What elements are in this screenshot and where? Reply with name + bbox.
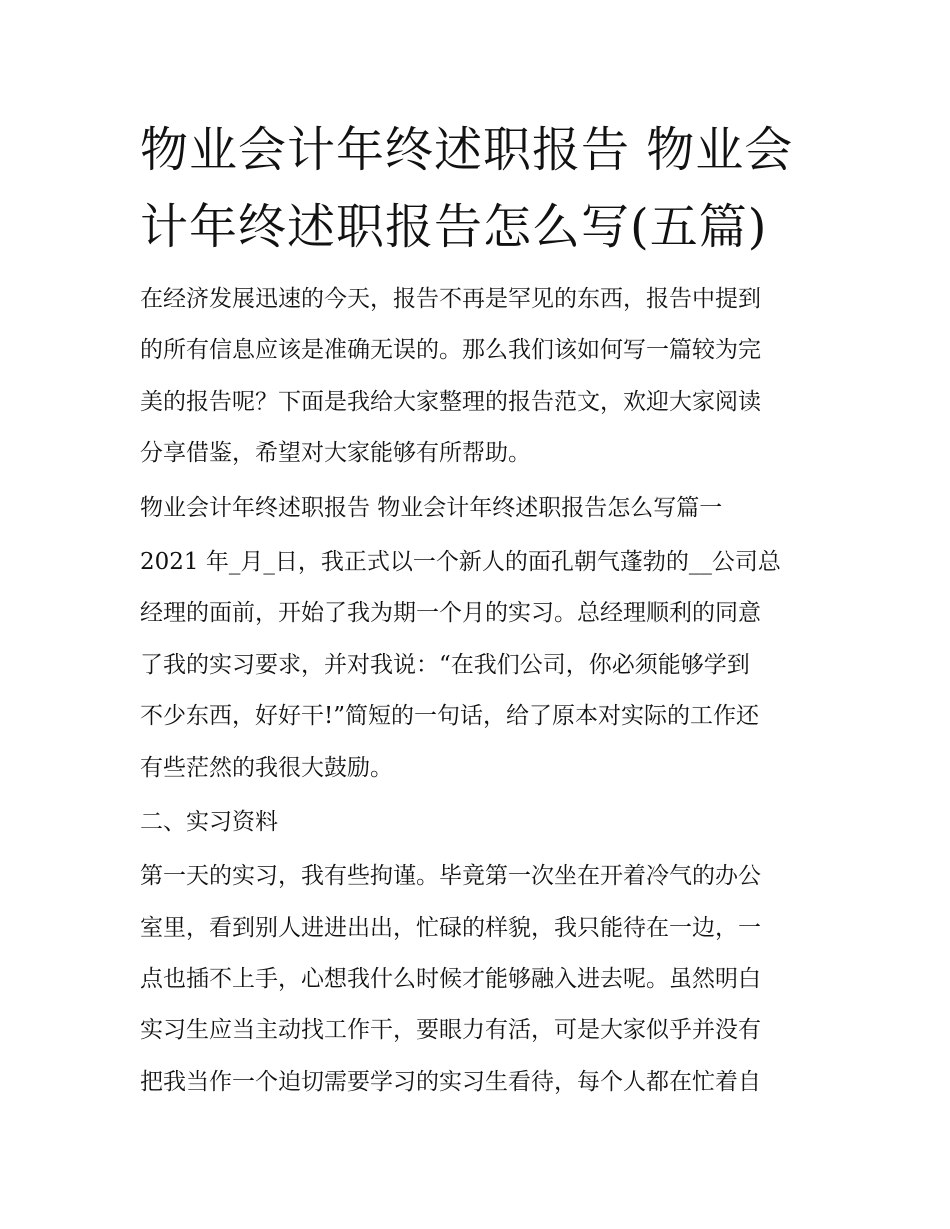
text-line: 美的报告呢？下面是我给大家整理的报告范文，欢迎大家阅读 bbox=[140, 388, 761, 415]
document-body bbox=[140, 274, 820, 1111]
text-line: 室里，看到别人进进出出，忙碌的样貌，我只能待在一边，一 bbox=[140, 914, 761, 941]
section-heading bbox=[140, 483, 820, 534]
text-line: 2021 年_月_日，我正式以一个新人的面孔朝气蓬勃的__公司总 bbox=[140, 548, 781, 575]
subsection-heading bbox=[140, 797, 820, 848]
text-line: 第一天的实习，我有些拘谨。毕竟第一次坐在开着冷气的办公 bbox=[140, 863, 761, 890]
text-line: 在经济发展迅速的今天，报告不再是罕见的东西，报告中提到 bbox=[140, 286, 761, 312]
text-line: 的所有信息应该是准确无误的。那么我们该如何写一篇较为完 bbox=[140, 337, 761, 364]
text-line: 二、实习资料 bbox=[140, 808, 278, 835]
text-line: 不少东西，好好干!”简短的一句话，给了原本对实际的工作还 bbox=[140, 703, 760, 730]
title-line: 计年终述职报告怎么写(五篇) bbox=[140, 199, 768, 255]
intro-paragraph bbox=[140, 274, 820, 480]
document-title bbox=[140, 112, 820, 266]
text-line: 了我的实习要求，并对我说：“在我们公司，你必须能够学到 bbox=[140, 651, 750, 678]
text-line: 分享借鉴，希望对大家能够有所帮助。 bbox=[140, 440, 531, 467]
text-line: 实习生应当主动找工作干，要眼力有活，可是大家似乎并没有 bbox=[140, 1017, 761, 1044]
body-paragraph bbox=[140, 851, 820, 1108]
text-line: 有些茫然的我很大鼓励。 bbox=[140, 754, 393, 781]
text-line: 物业会计年终述职报告 物业会计年终述职报告怎么写篇一 bbox=[140, 494, 723, 521]
body-paragraph bbox=[140, 537, 820, 794]
text-line: 点也插不上手，心想我什么时候才能够融入进去呢。虽然明白 bbox=[140, 966, 761, 993]
title-line: 物业会计年终述职报告 物业会 bbox=[140, 122, 794, 178]
text-line: 经理的面前，开始了我为期一个月的实习。总经理顺利的同意 bbox=[140, 600, 761, 627]
text-line: 把我当作一个迫切需要学习的实习生看待，每个人都在忙着自 bbox=[140, 1068, 761, 1095]
